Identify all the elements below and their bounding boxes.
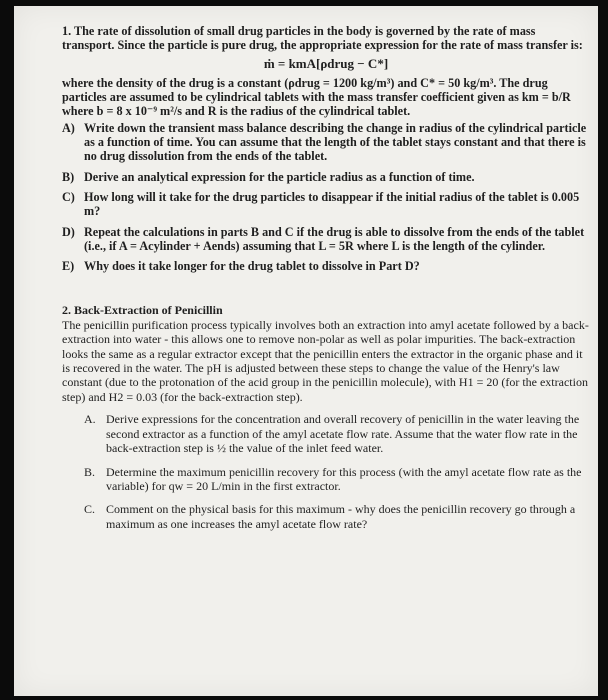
part-marker: A) bbox=[62, 120, 75, 135]
question-1-parts bbox=[62, 121, 590, 274]
document-page bbox=[14, 6, 598, 696]
question-2-part-a bbox=[84, 412, 590, 455]
question-2-heading: 2. Back-Extraction of Penicillin bbox=[62, 303, 223, 318]
question-2 bbox=[62, 303, 590, 531]
part-marker: B) bbox=[62, 169, 75, 184]
part-marker: D) bbox=[62, 224, 75, 239]
page-content bbox=[62, 24, 590, 540]
part-text: Determine the maximum penicillin recovery for this process (with the amyl acetate flow rate as the variable) for qw = 20 L/min in the first extractor. bbox=[106, 464, 582, 493]
question-1-part-b bbox=[62, 170, 590, 184]
part-text: Repeat the calculations in parts B and C if the drug is able to dissolve from the ends of the tablet (i.e., if A = Acylinder + Aends) assuming that L = 5R where L is the length of the cylinder. bbox=[84, 224, 585, 253]
part-marker: B. bbox=[84, 464, 96, 479]
part-text: Write down the transient mass balance describing the change in radius of the cylindrical particle as a function of time. You can assume that the length of the tablet stays constant and that there is no drug dissolution from the ends of the tablet. bbox=[84, 120, 587, 164]
part-text: Derive an analytical expression for the particle radius as a function of time. bbox=[84, 169, 475, 184]
part-marker: E) bbox=[62, 259, 75, 274]
part-marker: C. bbox=[84, 502, 96, 517]
question-1-intro: 1. The rate of dissolution of small drug particles in the body is governed by the rate of mass transport. Since the particle is pure drug, the appropriate expression for the rate of mass transfer is: bbox=[62, 24, 583, 53]
question-2-parts bbox=[62, 412, 590, 531]
question-1-part-c bbox=[62, 190, 590, 219]
question-2-part-c bbox=[84, 502, 590, 531]
question-2-paragraph: The penicillin purification process typically involves both an extraction into amyl acetate followed by a back-extraction into water - this allows one to remove non-polar as well as polar impurities. The back-extraction looks the same as a regular extractor except that the penicillin enters the extractor in the organic phase and it is recovered in the water. The pH is adjusted between these steps to change the value of the Henry's law constant (due to the protonation of the acid group in the penicillin molecule), with H1 = 20 (for the extraction step) and H2 = 0.03 (for the back-extraction step). bbox=[62, 317, 589, 404]
question-1-part-a bbox=[62, 121, 590, 164]
part-marker: C) bbox=[62, 189, 75, 204]
part-text: How long will it take for the drug particles to disappear if the initial radius of the tablet is 0.005 m? bbox=[84, 189, 580, 219]
question-1-where-text: where the density of the drug is a constant (ρdrug = 1200 kg/m³) and C* = 50 kg/m³. The drug particles are assumed to be cylindrical tablets with the mass transfer coefficient given as km = b/R where b = 8 x 10⁻⁹ m²/s and R is the radius of the cylindrical tablet. bbox=[62, 75, 571, 119]
part-text: Why does it take longer for the drug tablet to dissolve in Part D? bbox=[84, 259, 420, 274]
question-1-part-e bbox=[62, 259, 590, 273]
question-1-part-d bbox=[62, 225, 590, 254]
question-2-part-b bbox=[84, 465, 590, 494]
part-text: Comment on the physical basis for this maximum - why does the penicillin recovery go through a maximum as one increases the amyl acetate flow rate? bbox=[106, 502, 576, 531]
question-1 bbox=[62, 24, 590, 273]
part-marker: A. bbox=[84, 412, 96, 427]
mass-transfer-equation: ṁ = kmA[ρdrug − C*] bbox=[263, 55, 389, 71]
part-text: Derive expressions for the concentration and overall recovery of penicillin in the water leaving the second extractor as a function of the amyl acetate flow rate. Assume that the water flow rate in the back-extraction step is ½ the value of the inlet feed water. bbox=[106, 412, 580, 456]
